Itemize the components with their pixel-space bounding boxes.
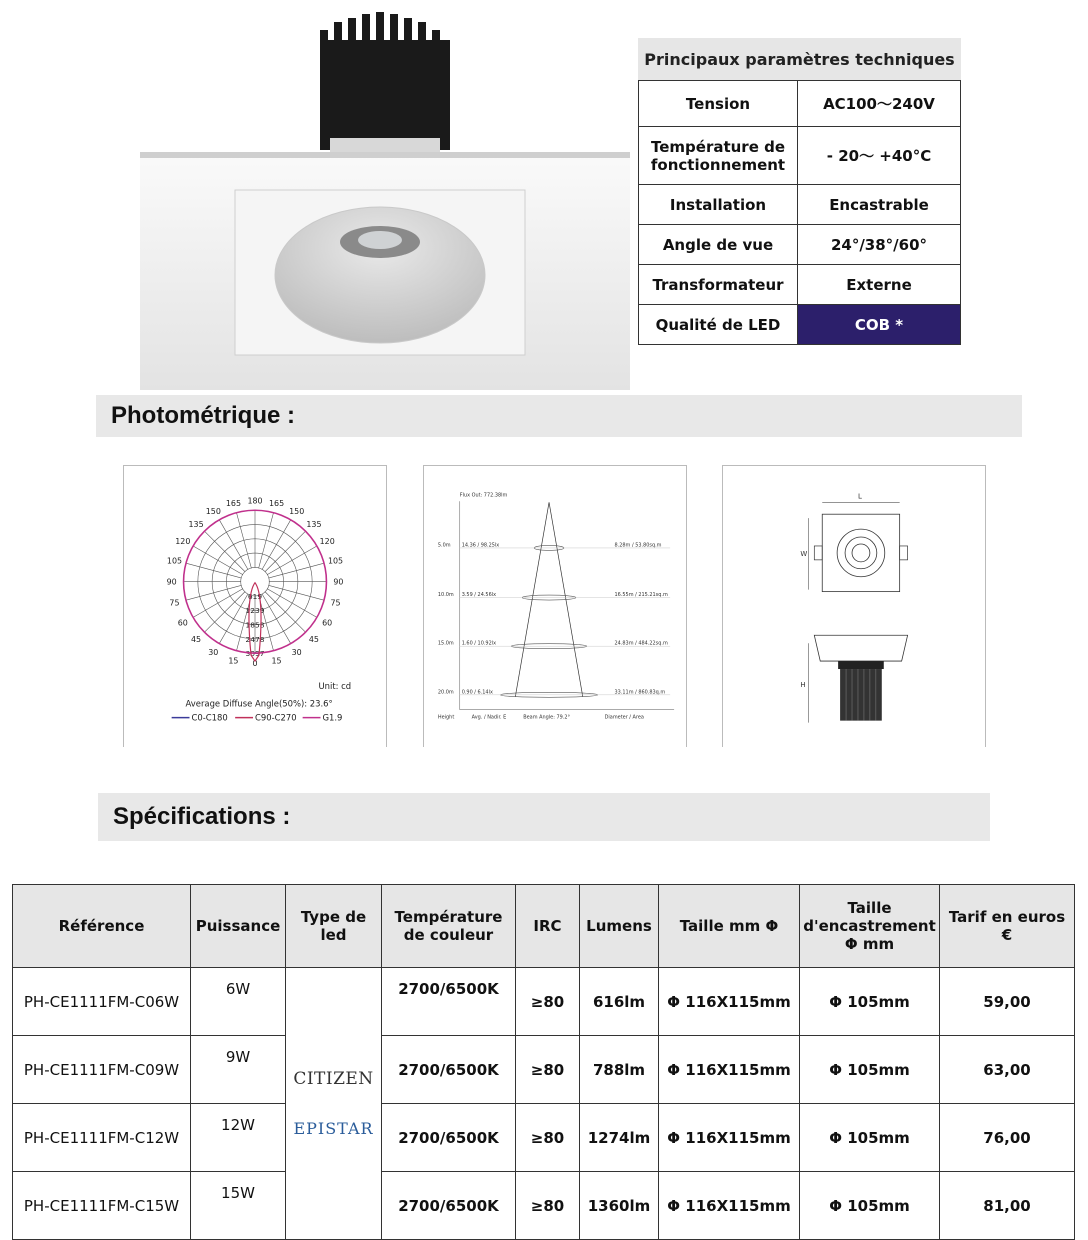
polar-angle-label: 150 xyxy=(289,507,305,517)
cell-ref: PH-CE1111FM-C12W xyxy=(13,1104,191,1172)
polar-angle-label: 45 xyxy=(191,635,202,645)
cone-illuminance: 3.59 / 24.56lx xyxy=(461,592,497,599)
cone-illuminance: 1.60 / 10.92lx xyxy=(461,640,497,647)
header-irc: IRC xyxy=(516,885,580,968)
polar-grid-spoke xyxy=(219,520,248,570)
cell-irc: ≥80 xyxy=(516,1172,580,1240)
cell-cutout: Φ 105mm xyxy=(800,968,940,1036)
param-value-highlight: COB * xyxy=(798,305,961,345)
polar-angle-label: 90 xyxy=(166,577,177,587)
cell-price: 63,00 xyxy=(940,1036,1075,1104)
polar-grid-spoke xyxy=(193,589,243,618)
polar-angle-label: 120 xyxy=(319,536,335,546)
cell-cutout: Φ 105mm xyxy=(800,1104,940,1172)
cell-irc: ≥80 xyxy=(516,1036,580,1104)
legend-g19: G1.9 xyxy=(322,712,343,723)
cell-price: 76,00 xyxy=(940,1104,1075,1172)
dimension-drawing-panel xyxy=(722,465,986,747)
legend-c90: C90-C270 xyxy=(255,712,297,723)
polar-angle-label: 30 xyxy=(291,648,302,658)
polar-diagram xyxy=(124,466,386,747)
table-row xyxy=(13,1104,1075,1172)
dim-l: L xyxy=(857,492,862,501)
polar-angle-label: 135 xyxy=(306,520,322,530)
polar-angle-label: 120 xyxy=(175,536,191,546)
cone-height: 5.0m xyxy=(437,542,451,549)
polar-grid-spoke xyxy=(267,589,317,618)
brand-epistar-logo: EPISTAR xyxy=(293,1119,374,1138)
polar-grid-spoke xyxy=(259,513,274,569)
cell-irc: ≥80 xyxy=(516,968,580,1036)
cone-illuminance: 0.90 / 6.14lx xyxy=(461,689,493,696)
cell-temp: 2700/6500K xyxy=(382,1172,516,1240)
header-price: Tarif en euros € xyxy=(940,885,1075,968)
cell-power: 12W xyxy=(191,1104,286,1172)
cell-irc: ≥80 xyxy=(516,1104,580,1172)
polar-grid-spoke xyxy=(204,592,245,633)
dim-h: H xyxy=(800,680,806,689)
polar-radial-value: 2478 xyxy=(245,634,265,644)
cone-diameter: 33.11m / 860.83q.m xyxy=(614,689,666,696)
table-row xyxy=(13,968,1075,1036)
polar-grid-spoke xyxy=(262,594,291,644)
polar-grid-spoke xyxy=(268,563,324,578)
cone-diameter: 16.55m / 215.21sq.m xyxy=(614,592,668,599)
cone-dia-label: Diameter / Area xyxy=(604,714,644,721)
cell-cutout: Φ 105mm xyxy=(800,1172,940,1240)
polar-grid-spoke xyxy=(268,585,324,600)
param-label: Transformateur xyxy=(639,265,798,305)
header-led-type: Type de led xyxy=(286,885,382,968)
param-value: AC100～240V xyxy=(798,81,961,127)
polar-grid-spoke xyxy=(193,546,243,575)
polar-angle-label: 15 xyxy=(271,656,282,666)
table-row xyxy=(13,1172,1075,1240)
polar-grid-spoke xyxy=(237,513,252,569)
table-row xyxy=(13,1036,1075,1104)
cone-height-label: Height xyxy=(437,714,455,721)
cell-lumens: 616lm xyxy=(580,968,659,1036)
polar-radial-value: 1239 xyxy=(245,606,265,616)
polar-angle-label: 135 xyxy=(188,520,204,530)
polar-grid-spoke xyxy=(186,585,242,600)
cell-size: Φ 116X115mm xyxy=(659,1172,800,1240)
polar-grid-spoke xyxy=(204,531,245,572)
polar-angle-label: 75 xyxy=(330,598,341,608)
header-color-temp: Température de couleur xyxy=(382,885,516,968)
param-label: Tension xyxy=(639,81,798,127)
cell-power: 9W xyxy=(191,1036,286,1104)
cell-led-brands xyxy=(286,968,382,1240)
brand-citizen-logo: CITIZEN xyxy=(293,1069,374,1089)
cone-height: 10.0m xyxy=(437,592,454,599)
cell-size: Φ 116X115mm xyxy=(659,1104,800,1172)
cone-avg-label: Avg. / Nadir. E xyxy=(471,714,507,721)
header-reference: Référence xyxy=(13,885,191,968)
param-label: Qualité de LED xyxy=(639,305,798,345)
cell-price: 59,00 xyxy=(940,968,1075,1036)
polar-angle-label: 165 xyxy=(269,499,285,509)
cone-height: 15.0m xyxy=(437,640,454,647)
polar-grid-spoke xyxy=(265,531,306,572)
cone-diagram xyxy=(424,466,686,747)
cell-ref: PH-CE1111FM-C09W xyxy=(13,1036,191,1104)
cell-lumens: 788lm xyxy=(580,1036,659,1104)
polar-radial-value: 619 xyxy=(247,591,263,601)
params-title: Principaux paramètres techniques xyxy=(638,38,961,80)
header-lumens: Lumens xyxy=(580,885,659,968)
header-size: Taille mm Φ xyxy=(659,885,800,968)
cone-height: 20.0m xyxy=(437,689,454,696)
cell-temp: 2700/6500K xyxy=(382,1036,516,1104)
polar-angle-label: 45 xyxy=(308,635,319,645)
polar-angle-label: 90 xyxy=(333,577,344,587)
polar-angle-label: 105 xyxy=(327,556,344,566)
legend-c0: C0-C180 xyxy=(191,712,228,723)
dimension-drawing xyxy=(723,466,985,747)
cell-temp: 2700/6500K xyxy=(382,1104,516,1172)
polar-grid-spoke xyxy=(267,546,317,575)
polar-diagram-panel xyxy=(123,465,387,747)
polar-grid-spoke xyxy=(219,594,248,644)
polar-angle-bottom: 0 xyxy=(252,659,258,669)
polar-radial-value: 3097 xyxy=(245,649,265,659)
polar-grid-spoke xyxy=(186,563,242,578)
section-photometric: Photométrique : xyxy=(96,395,1022,437)
param-value: - 20～ +40°C xyxy=(798,127,961,185)
cell-cutout: Φ 105mm xyxy=(800,1036,940,1104)
polar-angle-label: 105 xyxy=(166,556,183,566)
cell-power: 15W xyxy=(191,1172,286,1240)
param-label: Angle de vue xyxy=(639,225,798,265)
cell-lumens: 1274lm xyxy=(580,1104,659,1172)
cell-ref: PH-CE1111FM-C06W xyxy=(13,968,191,1036)
cell-size: Φ 116X115mm xyxy=(659,1036,800,1104)
header-cutout: Taille d'encastrement Φ mm xyxy=(800,885,940,968)
cone-flux: Flux Out: 772.38lm xyxy=(459,492,508,499)
polar-grid-spoke xyxy=(265,592,306,633)
polar-angle-label: 75 xyxy=(169,598,180,608)
param-label: Température de fonctionnement xyxy=(639,127,798,185)
polar-angle-label: 60 xyxy=(177,618,188,628)
cone-diagram-panel xyxy=(423,465,687,747)
cell-price: 81,00 xyxy=(940,1172,1075,1240)
param-label: Installation xyxy=(639,185,798,225)
dim-w: W xyxy=(800,549,808,558)
param-value: 24°/38°/60° xyxy=(798,225,961,265)
polar-grid-spoke xyxy=(262,520,291,570)
polar-angle-label: 150 xyxy=(205,507,221,517)
cone-illuminance: 14.36 / 98.25lx xyxy=(461,542,500,549)
polar-angle-label: 30 xyxy=(208,648,219,658)
section-specifications: Spécifications : xyxy=(98,793,990,841)
cell-lumens: 1360lm xyxy=(580,1172,659,1240)
specs-table xyxy=(12,884,1075,1240)
product-image xyxy=(140,10,630,390)
polar-radial-value: 1858 xyxy=(245,620,265,630)
polar-angle-label: 60 xyxy=(322,618,333,628)
header-power: Puissance xyxy=(191,885,286,968)
cell-ref: PH-CE1111FM-C15W xyxy=(13,1172,191,1240)
cell-temp: 2700/6500K xyxy=(382,968,516,1036)
polar-angle-label: 15 xyxy=(228,656,239,666)
polar-caption: Average Diffuse Angle(50%): 23.6° xyxy=(185,698,333,709)
polar-angle-label: 165 xyxy=(225,499,241,509)
polar-angle-top: 180 xyxy=(247,496,263,506)
cone-diameter: 24.83m / 484.22sq.m xyxy=(614,640,668,647)
params-table xyxy=(638,80,961,345)
param-value: Externe xyxy=(798,265,961,305)
cell-size: Φ 116X115mm xyxy=(659,968,800,1036)
cone-diameter: 8.28m / 53.80sq.m xyxy=(614,542,662,549)
cone-beam-label: Beam Angle: 79.2° xyxy=(523,714,570,721)
polar-unit: Unit: cd xyxy=(318,680,352,691)
param-value: Encastrable xyxy=(798,185,961,225)
cell-power: 6W xyxy=(191,968,286,1036)
